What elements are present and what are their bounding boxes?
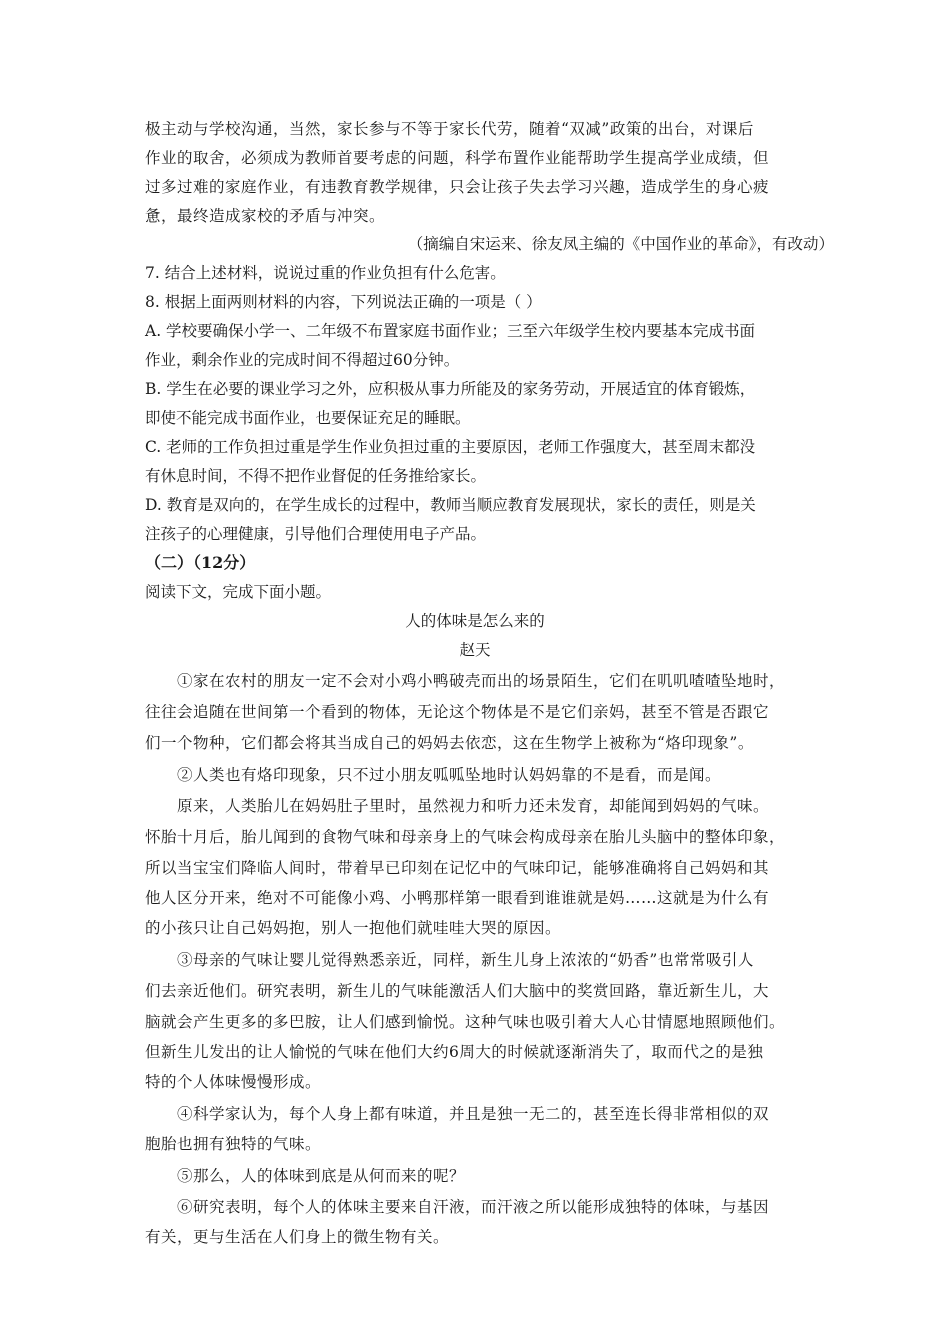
paragraph-1-line: 们一个物种，它们都会将其当成自己的妈妈去依恋，这在生物学上被称为“烙印现象”。: [145, 734, 754, 752]
option-c-line1: C. 老师的工作负担过重是学生作业负担过重的主要原因，老师工作强度大，甚至周末都没: [145, 438, 756, 456]
paragraph-3-line: 但新生儿发出的让人愉悦的气味在他们大约6周大的时候就逐渐消失了，取而代之的是独: [145, 1043, 764, 1061]
paragraph-3-line: ③母亲的气味让婴儿觉得熟悉亲近，同样，新生儿身上浓浓的“奶香”也常常吸引人: [177, 951, 754, 969]
paragraph-1-line: ①家在农村的朋友一定不会对小鸡小鸭破壳而出的场景陌生，它们在叽叽喳喳坠地时，: [177, 672, 786, 690]
source-note: （摘编自宋运来、徐友凤主编的《中国作业的革命》，有改动）: [407, 235, 834, 253]
material-line: 作业的取舍，必须成为教师首要考虑的问题，科学布置作业能帮助学生提高学业成绩，但: [145, 149, 770, 167]
paragraph-4-line: 胞胎也拥有独特的气味。: [145, 1135, 322, 1153]
material-line: 极主动与学校沟通，当然，家长参与不等于家长代劳，随着“双减”政策的出台，对课后: [145, 120, 754, 138]
option-d-line1: D. 教育是双向的，在学生成长的过程中，教师当顺应教育发展现状，家长的责任，则是关: [145, 496, 756, 514]
paragraph-3-line: 特的个人体味慢慢形成。: [145, 1073, 322, 1091]
section-heading: （二）（12分）: [145, 553, 256, 572]
question-7: 7. 结合上述材料，说说过重的作业负担有什么危害。: [145, 264, 506, 282]
paragraph-1-line: 往往会追随在世间第一个看到的物体，无论这个物体是不是它们亲妈，甚至不管是否跟它: [145, 703, 770, 721]
paragraph-6-line: 有关，更与生活在人们身上的微生物有关。: [145, 1228, 450, 1246]
paragraph-2b-line: 他人区分开来，绝对不可能像小鸡、小鸭那样第一眼看到谁谁就是妈……这就是为什么有: [145, 889, 770, 907]
question-8: 8. 根据上面两则材料的内容，下列说法正确的一项是（ ）: [145, 293, 542, 311]
article-title: 人的体味是怎么来的: [405, 612, 545, 630]
option-b-line2: 即使不能完成书面作业，也要保证充足的睡眠。: [145, 409, 471, 427]
option-b-line1: B. 学生在必要的课业学习之外，应积极从事力所能及的家务劳动，开展适宜的体育锻炼，: [145, 380, 756, 398]
paragraph-3-line: 们去亲近他们。研究表明，新生儿的气味能激活人们大脑中的奖赏回路，靠近新生儿，大: [145, 982, 770, 1000]
paragraph-2b-line: 原来，人类胎儿在妈妈肚子里时，虽然视力和听力还未发育，却能闻到妈妈的气味。: [177, 797, 770, 815]
paragraph-3-line: 脑就会产生更多的多巴胺，让人们感到愉悦。这种气味也吸引着大人心甘情愿地照顾他们。: [145, 1013, 786, 1031]
material-line: 过多过难的家庭作业，有违教育教学规律，只会让孩子失去学习兴趣，造成学生的身心疲: [145, 178, 770, 196]
paragraph-2b-line: 怀胎十月后，胎儿闻到的食物气味和母亲身上的气味会构成母亲在胎儿头脑中的整体印象，: [145, 828, 786, 846]
paragraph-2-line: ②人类也有烙印现象，只不过小朋友呱呱坠地时认妈妈靠的不是看，而是闻。: [177, 766, 722, 784]
option-a-line2: 作业，剩余作业的完成时间不得超过60分钟。: [145, 351, 460, 369]
article-author: 赵天: [459, 641, 491, 659]
option-d-line2: 注孩子的心理健康，引导他们合理使用电子产品。: [145, 525, 487, 543]
paragraph-6-line: ⑥研究表明，每个人的体味主要来自汗液，而汗液之所以能形成独特的体味，与基因: [177, 1198, 770, 1216]
paragraph-5-line: ⑤那么，人的体味到底是从何而来的呢？: [177, 1167, 466, 1185]
option-c-line2: 有休息时间，不得不把作业督促的任务推给家长。: [145, 467, 487, 485]
material-line: 惫，最终造成家校的矛盾与冲突。: [145, 207, 386, 225]
option-a-line1: A. 学校要确保小学一、二年级不布置家庭书面作业；三至六年级学生校内要基本完成书面: [145, 322, 756, 340]
paragraph-4-line: ④科学家认为，每个人身上都有味道，并且是独一无二的，甚至连长得非常相似的双: [177, 1105, 770, 1123]
paragraph-2b-line: 所以当宝宝们降临人间时，带着早已印刻在记忆中的气味印记，能够准确将自己妈妈和其: [145, 859, 770, 877]
paragraph-2b-line: 的小孩只让自己妈妈抱，别人一抱他们就哇哇大哭的原因。: [145, 919, 562, 937]
instruction: 阅读下文，完成下面小题。: [145, 583, 332, 601]
